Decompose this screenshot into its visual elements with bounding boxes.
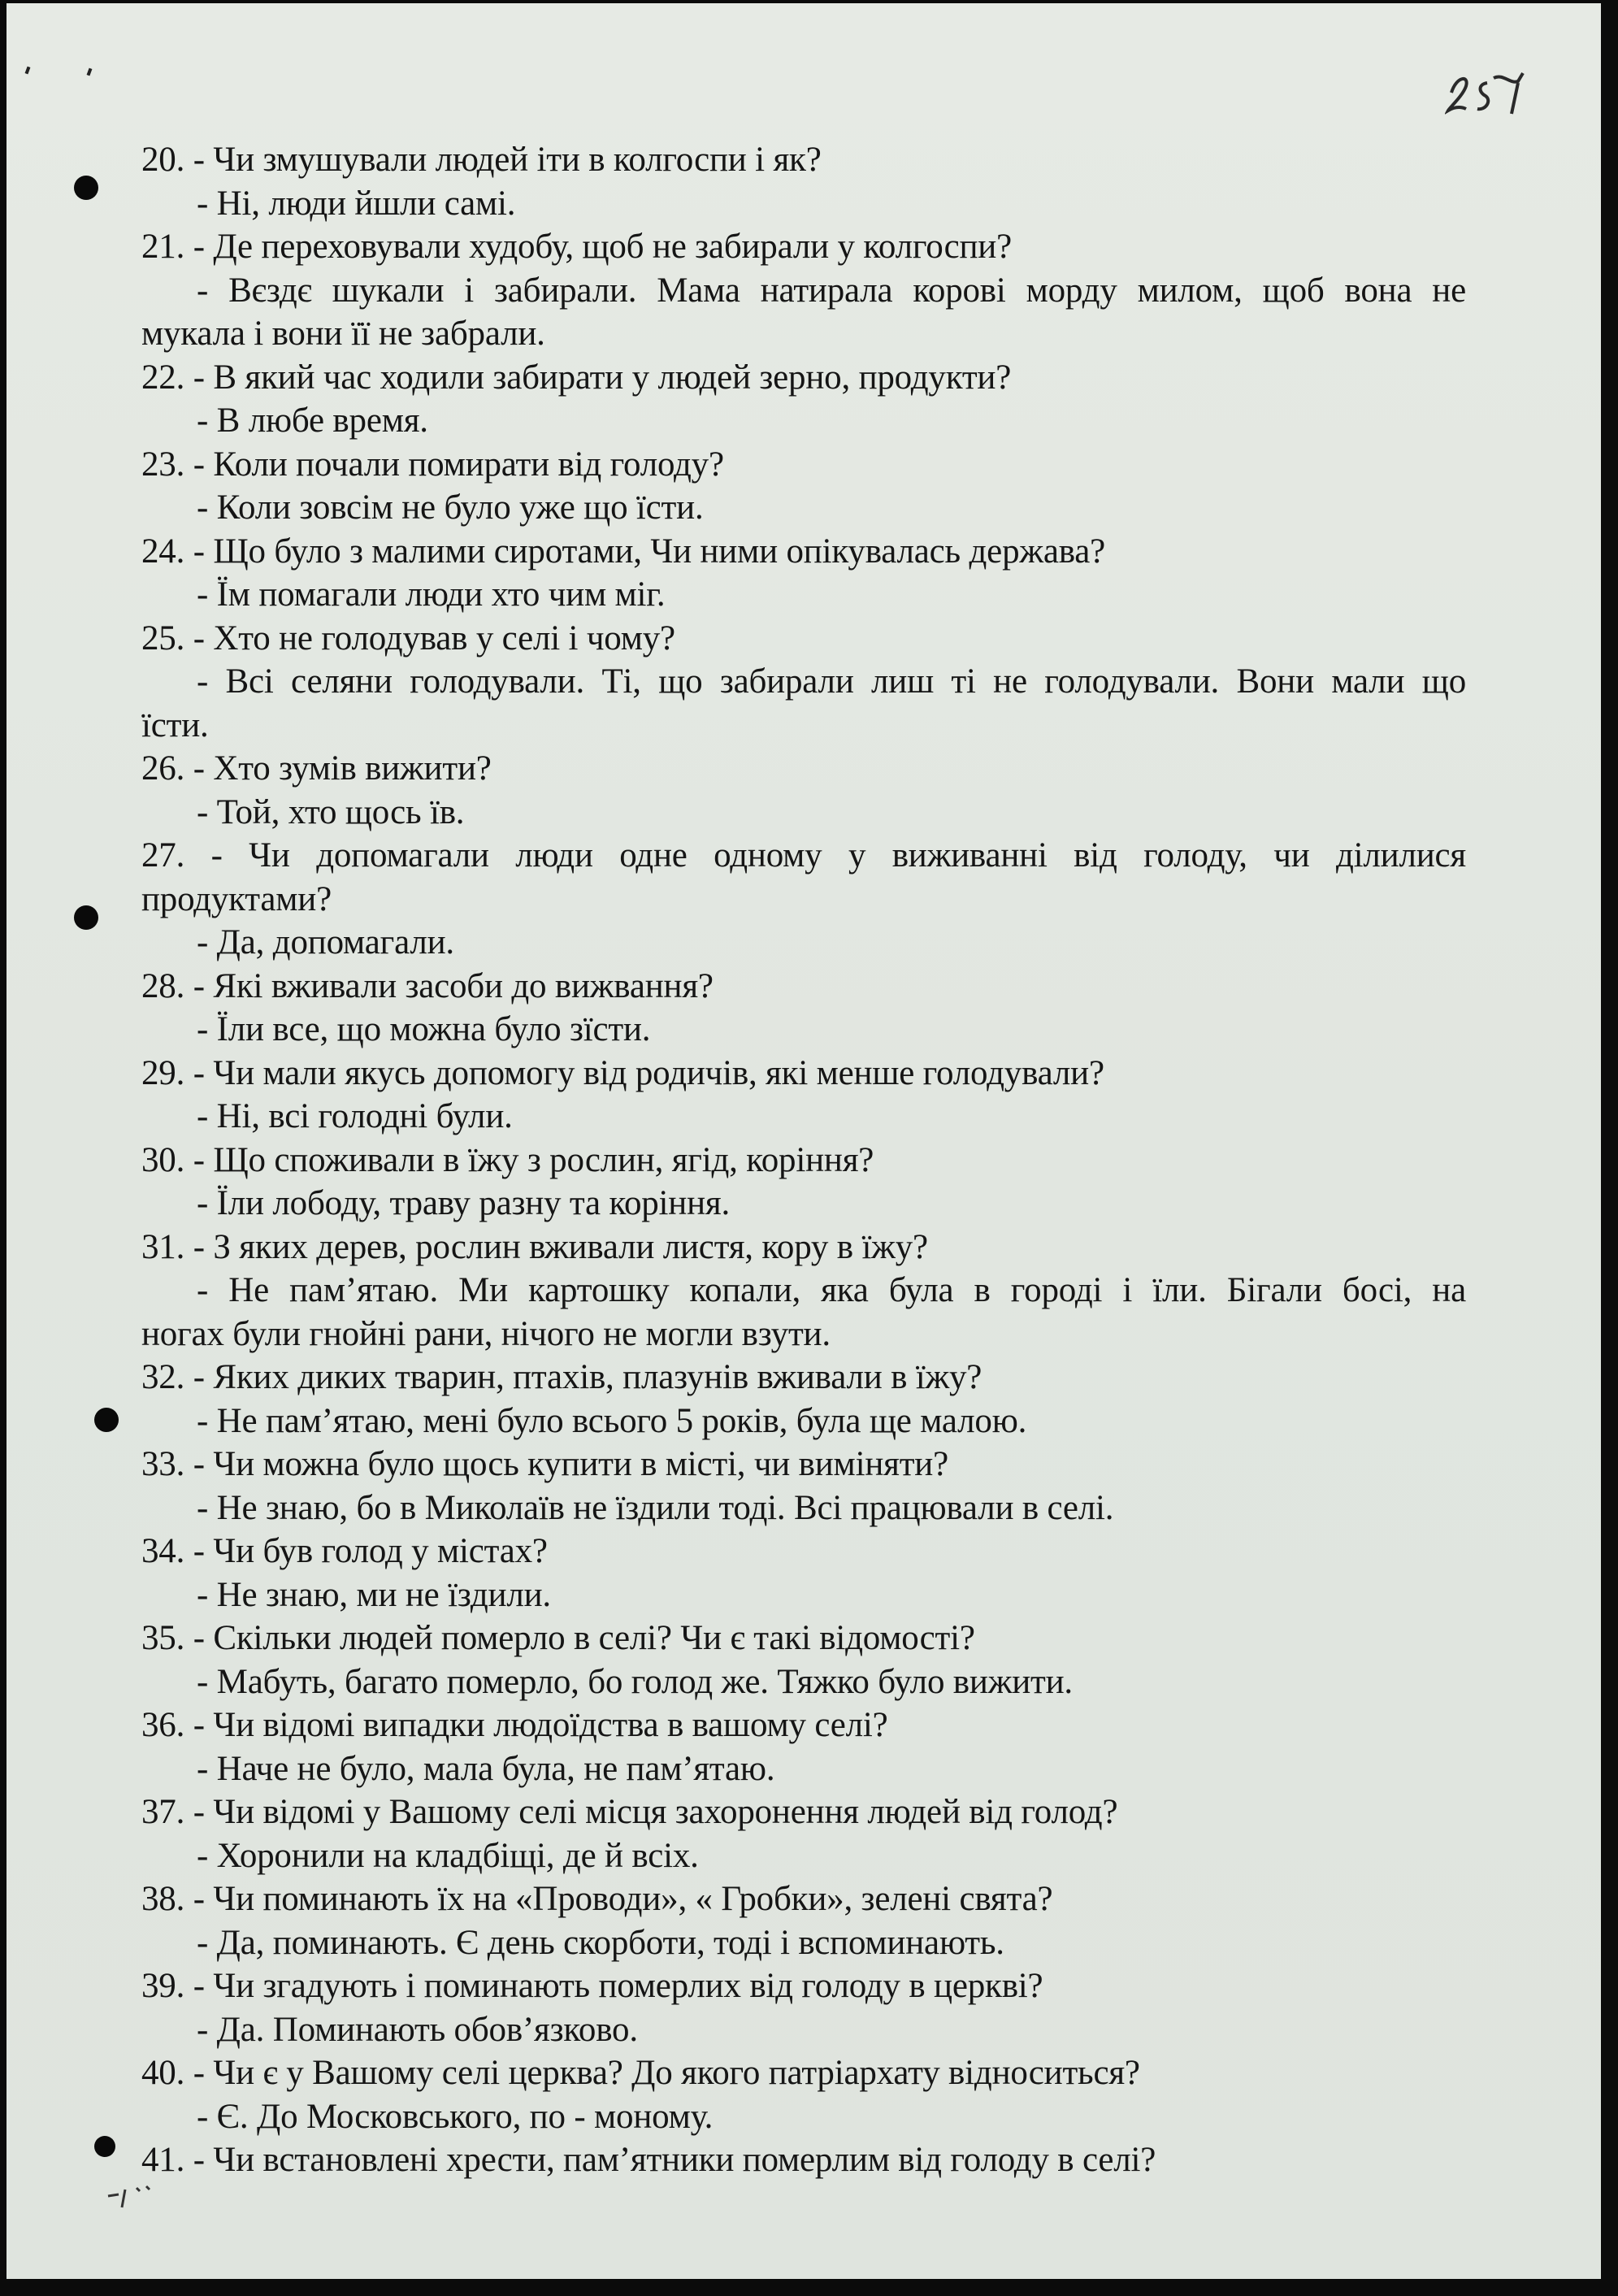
question-answer-item bbox=[141, 530, 1466, 617]
question-line: 29. - Чи мали якусь допомогу від родичів, які менше голодували? bbox=[141, 1053, 1104, 1092]
question-line: 24. - Що було з малими сиротами, Чи ними опікувалась держава? bbox=[141, 532, 1106, 571]
answer-line: - Коли зовсім не було уже що їсти. bbox=[197, 488, 704, 527]
answer-line: - В любе время. bbox=[197, 401, 428, 440]
question-line: 33. - Чи можна було щось купити в місті, чи виміняти? bbox=[141, 1445, 948, 1483]
question-line: 26. - Хто зумів вижити? bbox=[141, 749, 492, 788]
punch-hole bbox=[74, 176, 98, 200]
answer-line: - Вєздє шукали і забирали. Мама натирала корові морду милом, щоб вона не bbox=[197, 271, 1466, 310]
question-answer-item bbox=[141, 225, 1466, 356]
question-line: 38. - Чи поминають їх на «Проводи», « Гробки», зелені свята? bbox=[141, 1880, 1053, 1918]
question-line: 30. - Що споживали в їжу з рослин, ягід, коріння? bbox=[141, 1140, 874, 1179]
answer-line: - Той, хто щось їв. bbox=[197, 792, 465, 831]
question-line: 39. - Чи згадують і поминають померлих від голоду в церкві? bbox=[141, 1967, 1043, 2005]
question-answer-item bbox=[141, 2138, 1466, 2182]
question-answer-item bbox=[141, 1790, 1466, 1877]
answer-line: ногах були гнойні рани, нічого не могли взути. bbox=[141, 1314, 831, 1353]
question-line: 34. - Чи був голод у містах? bbox=[141, 1532, 548, 1570]
question-answer-item bbox=[141, 1964, 1466, 2051]
question-line: 32. - Яких диких тварин, птахів, плазунів вживали в їжу? bbox=[141, 1358, 983, 1396]
question-answer-item bbox=[141, 443, 1466, 530]
question-answer-item bbox=[141, 1617, 1466, 1704]
punch-hole bbox=[74, 905, 98, 930]
answer-line: їсти. bbox=[141, 705, 209, 744]
question-line: 31. - З яких дерев, рослин вживали листя, кору в їжу? bbox=[141, 1227, 928, 1266]
answer-line: - Наче не було, мала була, не пам’ятаю. bbox=[197, 1749, 775, 1788]
answer-line: - Да, допомагали. bbox=[197, 923, 454, 961]
question-line: 22. - В який час ходили забирати у людей зерно, продукти? bbox=[141, 358, 1012, 397]
answer-line: - Не знаю, ми не їздили. bbox=[197, 1575, 551, 1614]
answer-line: - Не пам’ятаю, мені було всього 5 років, була ще малою. bbox=[197, 1401, 1027, 1440]
answer-line: - Їли лободу, траву разну та коріння. bbox=[197, 1184, 731, 1222]
answer-line: мукала і вони її не забрали. bbox=[141, 315, 545, 353]
question-answer-item bbox=[141, 1356, 1466, 1443]
scanned-page bbox=[7, 3, 1601, 2279]
question-line: 20. - Чи змушували людей іти в колгоспи і як? bbox=[141, 141, 822, 179]
question-answer-item bbox=[141, 1530, 1466, 1617]
handwritten-scribble bbox=[104, 2181, 177, 2214]
question-line: 36. - Чи відомі випадки людоїдства в вашому селі? bbox=[141, 1706, 888, 1744]
question-line: 25. - Хто не голодував у селі і чому? bbox=[141, 618, 675, 658]
answer-line: - Є. До Московського, по - моному. bbox=[197, 2097, 714, 2136]
question-answer-item bbox=[141, 356, 1466, 443]
answer-line: - Ні, всі голодні були. bbox=[197, 1097, 513, 1135]
question-answer-item bbox=[141, 1877, 1466, 1964]
question-line: 23. - Коли почали помирати від голоду? bbox=[141, 445, 724, 484]
question-answer-item bbox=[141, 834, 1466, 965]
question-line: продуктами? bbox=[141, 879, 332, 918]
question-answer-item bbox=[141, 1139, 1466, 1226]
question-answer-item bbox=[141, 1052, 1466, 1139]
question-line: 41. - Чи встановлені хрести, пам’ятники померлим від голоду в селі? bbox=[141, 2141, 1156, 2179]
question-line: 35. - Скільки людей померло в селі? Чи є такі відомості? bbox=[141, 1619, 975, 1657]
stray-mark bbox=[25, 67, 31, 75]
handwritten-page-number bbox=[1445, 60, 1534, 125]
question-line: 40. - Чи є у Вашому селі церква? До якого патріархату відноситься? bbox=[141, 2054, 1140, 2092]
answer-line: - Да, поминають. Є день скорботи, тоді і вспоминають. bbox=[197, 1923, 1004, 1962]
question-answer-item bbox=[141, 1226, 1466, 1356]
question-answer-item bbox=[141, 138, 1466, 225]
answer-line: - Їм помагали люди хто чим міг. bbox=[197, 575, 666, 614]
question-answer-item bbox=[141, 2051, 1466, 2138]
document-body bbox=[141, 138, 1466, 2182]
answer-line: - Їли все, що можна було зїсти. bbox=[197, 1010, 651, 1048]
answer-line: - Да. Поминають обов’язково. bbox=[197, 2010, 638, 2049]
answer-line: - Хоронили на кладбіщі, де й всіх. bbox=[197, 1836, 699, 1875]
question-answer-item bbox=[141, 747, 1466, 834]
question-line: 27. - Чи допомагали люди одне одному у виживанні від голоду, чи ділилися bbox=[141, 836, 1466, 875]
answer-line: - Ні, люди йшли самі. bbox=[197, 184, 516, 223]
question-answer-item bbox=[141, 617, 1466, 748]
answer-line: - Всі селяни голодували. Ті, що забирали лиш ті не голодували. Вони мали що bbox=[197, 662, 1466, 701]
question-line: 37. - Чи відомі у Вашому селі місця захоронення людей від голод? bbox=[141, 1793, 1118, 1831]
stray-mark bbox=[87, 68, 93, 76]
question-answer-item bbox=[141, 1704, 1466, 1790]
punch-hole bbox=[94, 1408, 119, 1432]
answer-line: - Не знаю, бо в Миколаїв не їздили тоді. Всі працювали в селі. bbox=[197, 1488, 1114, 1527]
question-answer-item bbox=[141, 965, 1466, 1052]
question-line: 28. - Які вживали засоби до вижвання? bbox=[141, 966, 714, 1005]
punch-hole bbox=[94, 2136, 115, 2157]
answer-line: - Не пам’ятаю. Ми картошку копали, яка була в городі і їли. Бігали босі, на bbox=[197, 1271, 1466, 1309]
answer-line: - Мабуть, багато померло, бо голод же. Тяжко було вижити. bbox=[197, 1662, 1073, 1701]
question-answer-item bbox=[141, 1443, 1466, 1530]
question-line: 21. - Де переховували худобу, щоб не забирали у колгоспи? bbox=[141, 228, 1012, 266]
